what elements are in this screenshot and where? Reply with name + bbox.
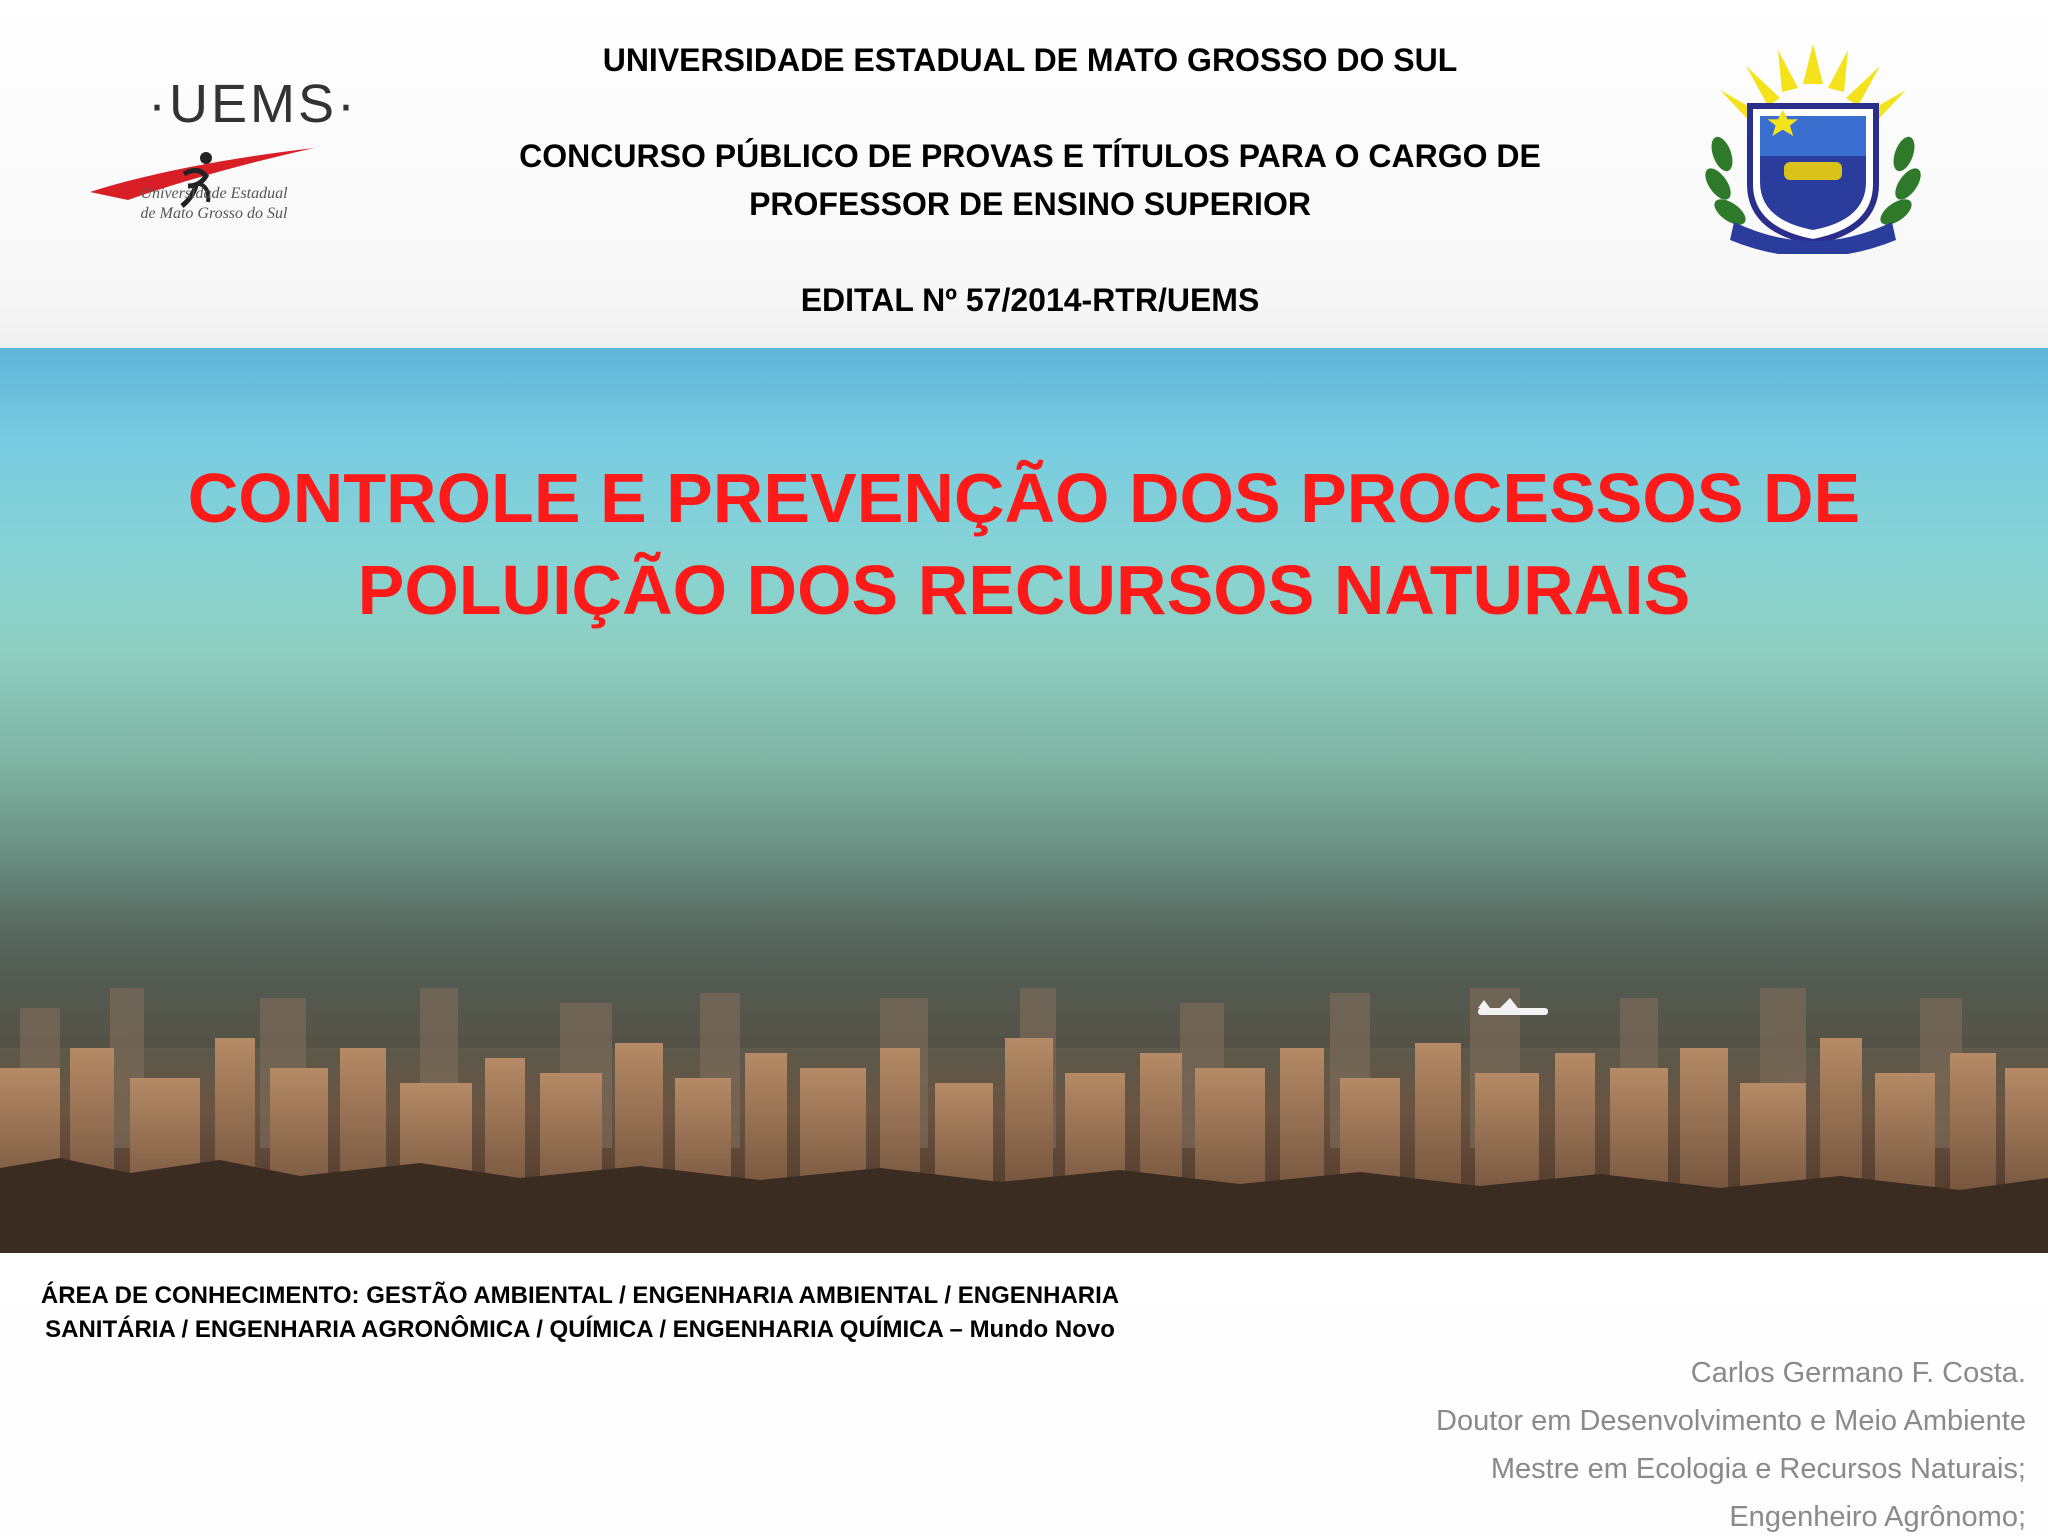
title-line-1: CONTROLE E PREVENÇÃO DOS PROCESSOS DE xyxy=(187,459,1861,537)
contest-line-1: CONCURSO PÚBLICO DE PROVAS E TÍTULOS PARA O CARGO DE xyxy=(519,138,1541,174)
footer xyxy=(0,1253,2048,1536)
header xyxy=(0,0,2048,348)
contest-line-2: PROFESSOR DE ENSINO SUPERIOR xyxy=(749,186,1311,222)
knowledge-area-line-2: SANITÁRIA / ENGENHARIA AGRONÔMICA / QUÍMICA / ENGENHARIA QUÍMICA – Mundo Novo xyxy=(45,1316,1115,1343)
university-name: UNIVERSIDADE ESTADUAL DE MATO GROSSO DO SUL xyxy=(602,42,1458,78)
author-degree-2: Mestre em Ecologia e Recursos Naturais; xyxy=(1490,1453,2026,1485)
author-degree-3: Engenheiro Agrônomo; xyxy=(1729,1501,2026,1533)
background-photo xyxy=(0,348,2048,1253)
author-degree-1: Doutor em Desenvolvimento e Meio Ambiente xyxy=(1436,1405,2026,1437)
uems-subtitle-line1: Universidade Estadual xyxy=(140,185,288,202)
uems-subtitle xyxy=(134,184,294,224)
author-name: Carlos Germano F. Costa. xyxy=(1690,1357,2026,1389)
state-coat-of-arms-icon xyxy=(1700,44,1926,254)
knowledge-area-line-1: ÁREA DE CONHECIMENTO: GESTÃO AMBIENTAL / ENGENHARIA AMBIENTAL / ENGENHARIA xyxy=(40,1282,1120,1309)
edital-number: EDITAL Nº 57/2014-RTR/UEMS xyxy=(800,282,1260,318)
uems-subtitle-line2: de Mato Grosso do Sul xyxy=(140,205,288,222)
title-line-2: POLUIÇÃO DOS RECURSOS NATURAIS xyxy=(357,551,1691,629)
uems-wordmark: ·UEMS· xyxy=(148,74,358,134)
uems-logo xyxy=(88,72,358,242)
